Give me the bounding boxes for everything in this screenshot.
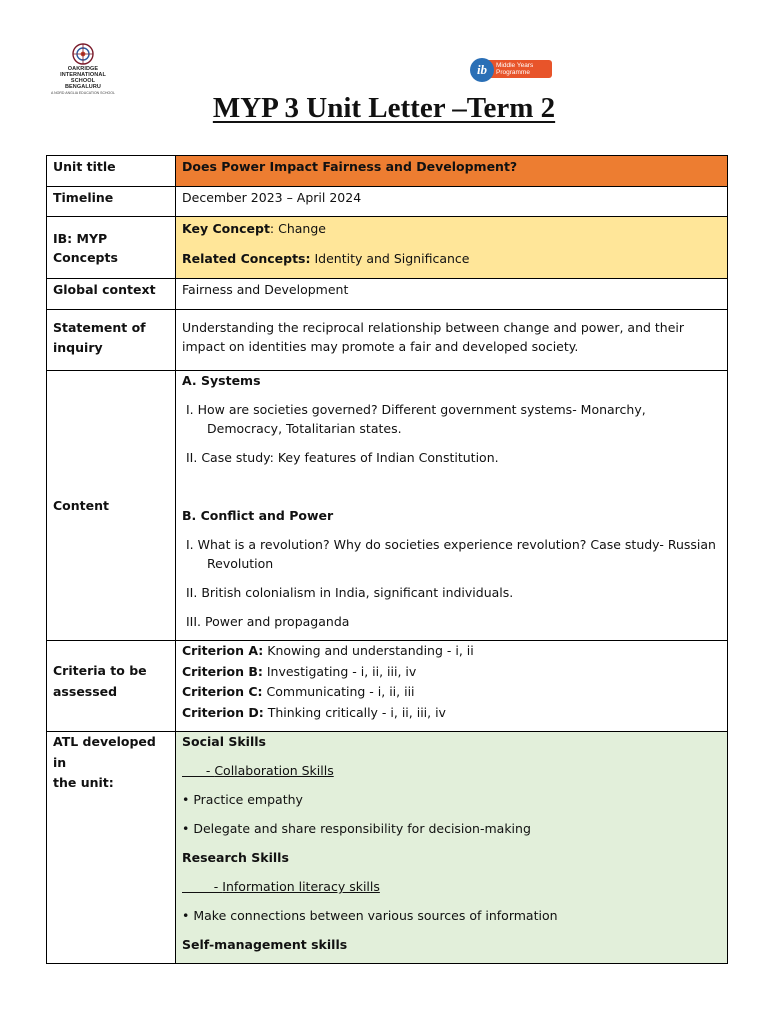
criterion-d-text: Thinking critically - i, ii, iii, iv <box>263 704 446 720</box>
row-global-context <box>47 279 728 310</box>
criterion-d-name: Criterion D: <box>182 704 264 720</box>
row-timeline <box>47 187 728 217</box>
atl-bullet-delegate: • Delegate and share responsibility for decision-making <box>182 821 531 836</box>
ib-programme-ribbon: Middle Years Programme <box>482 60 552 78</box>
inquiry-label <box>47 310 176 371</box>
school-logo <box>48 42 118 95</box>
criterion-c-text: Communicating - i, ii, iii <box>262 684 415 699</box>
atl-social-heading: Social Skills <box>182 734 266 749</box>
row-atl <box>47 732 728 964</box>
unit-title-label: Unit title <box>47 156 176 187</box>
criteria-label-line-1: Criteria to be <box>53 663 147 678</box>
timeline-label: Timeline <box>47 187 176 217</box>
criteria-label <box>47 641 176 732</box>
content-b1 <box>182 535 721 573</box>
key-concept <box>182 219 721 238</box>
criterion-a-name: Criterion A: <box>182 643 264 658</box>
content-a1-line-1: I. How are societies governed? Different government systems- Monarchy, <box>186 402 646 417</box>
page-header <box>0 0 768 150</box>
content-a1-line-2: Democracy, Totalitarian states. <box>207 421 402 436</box>
key-concept-value: : Change <box>269 221 326 236</box>
content-a-heading: A. Systems <box>182 373 261 388</box>
row-inquiry <box>47 310 728 371</box>
unit-table <box>46 155 728 964</box>
atl-self-management-heading: Self-management skills <box>182 937 348 952</box>
inquiry-line-1: Understanding the reciprocal relationship between change and power, and their <box>182 320 685 335</box>
page-title <box>0 92 768 125</box>
concepts-label: IB: MYP Concepts <box>47 217 176 279</box>
inquiry-value <box>176 310 728 371</box>
global-context-value: Fairness and Development <box>176 279 728 310</box>
criterion-c-name: Criterion C: <box>182 684 263 699</box>
atl-label-line-1: ATL developed in <box>53 734 156 770</box>
inquiry-label-line-1: Statement of <box>53 320 146 335</box>
row-unit-title <box>47 156 728 187</box>
content-a1 <box>182 400 721 438</box>
inquiry-line-2: impact on identities may promote a fair and developed society. <box>182 339 579 354</box>
criterion-a-text: Knowing and understanding - i, ii <box>263 643 474 658</box>
criteria-value <box>176 641 728 732</box>
atl-bullet-empathy: • Practice empathy <box>182 792 303 807</box>
content-b3: III. Power and propaganda <box>186 614 350 629</box>
timeline-value: December 2023 – April 2024 <box>176 187 728 217</box>
content-b1-line-1: I. What is a revolution? Why do societies experience revolution? Case study- Russian <box>186 537 716 552</box>
criterion-b <box>182 662 721 683</box>
criterion-a <box>182 641 721 662</box>
criteria-label-line-2: assessed <box>53 684 118 699</box>
row-concepts <box>47 217 728 279</box>
row-content <box>47 371 728 641</box>
related-concepts <box>182 249 721 268</box>
atl-label <box>47 732 176 964</box>
criterion-b-name: Criterion B: <box>182 663 263 679</box>
content-label: Content <box>47 371 176 641</box>
content-b2: II. British colonialism in India, significant individuals. <box>186 585 514 600</box>
atl-info-prefix: - <box>182 879 223 894</box>
school-tagline: A NORD ANGLIA EDUCATION SCHOOL <box>51 91 115 95</box>
atl-value <box>176 732 728 964</box>
ib-circle-icon: ib <box>470 58 494 82</box>
school-crest-icon <box>71 42 95 66</box>
atl-research-heading: Research Skills <box>182 850 289 865</box>
content-b-heading: B. Conflict and Power <box>182 508 334 523</box>
unit-title-value: Does Power Impact Fairness and Development? <box>176 156 728 187</box>
ib-myp-logo <box>470 58 554 82</box>
key-concept-label: Key Concept <box>182 221 270 236</box>
atl-collaboration-text: Collaboration Skills <box>214 763 334 778</box>
criterion-c <box>182 682 721 703</box>
atl-info-text: Information literacy skills <box>222 879 380 894</box>
atl-label-line-2: the unit: <box>53 775 114 790</box>
content-value <box>176 371 728 641</box>
page-title-text: MYP 3 Unit Letter –Term 2 <box>212 92 556 124</box>
atl-collaboration-prefix: - <box>182 763 215 778</box>
atl-information-literacy <box>182 877 721 896</box>
global-context-label: Global context <box>47 279 176 310</box>
related-concepts-value: Identity and Significance <box>310 251 470 266</box>
row-criteria <box>47 641 728 732</box>
concepts-value <box>176 217 728 279</box>
criterion-d <box>182 703 721 724</box>
school-name: OAKRIDGE INTERNATIONAL SCHOOL BENGALURU <box>60 66 106 90</box>
content-a2: II. Case study: Key features of Indian Constitution. <box>186 450 499 465</box>
atl-bullet-connections: • Make connections between various sources of information <box>182 908 558 923</box>
inquiry-label-line-2: inquiry <box>53 340 103 355</box>
criterion-b-text: Investigating - i, ii, iii, iv <box>262 663 417 679</box>
content-b1-line-2: Revolution <box>207 556 274 571</box>
atl-collaboration <box>182 761 721 780</box>
related-concepts-label: Related Concepts: <box>182 251 311 266</box>
